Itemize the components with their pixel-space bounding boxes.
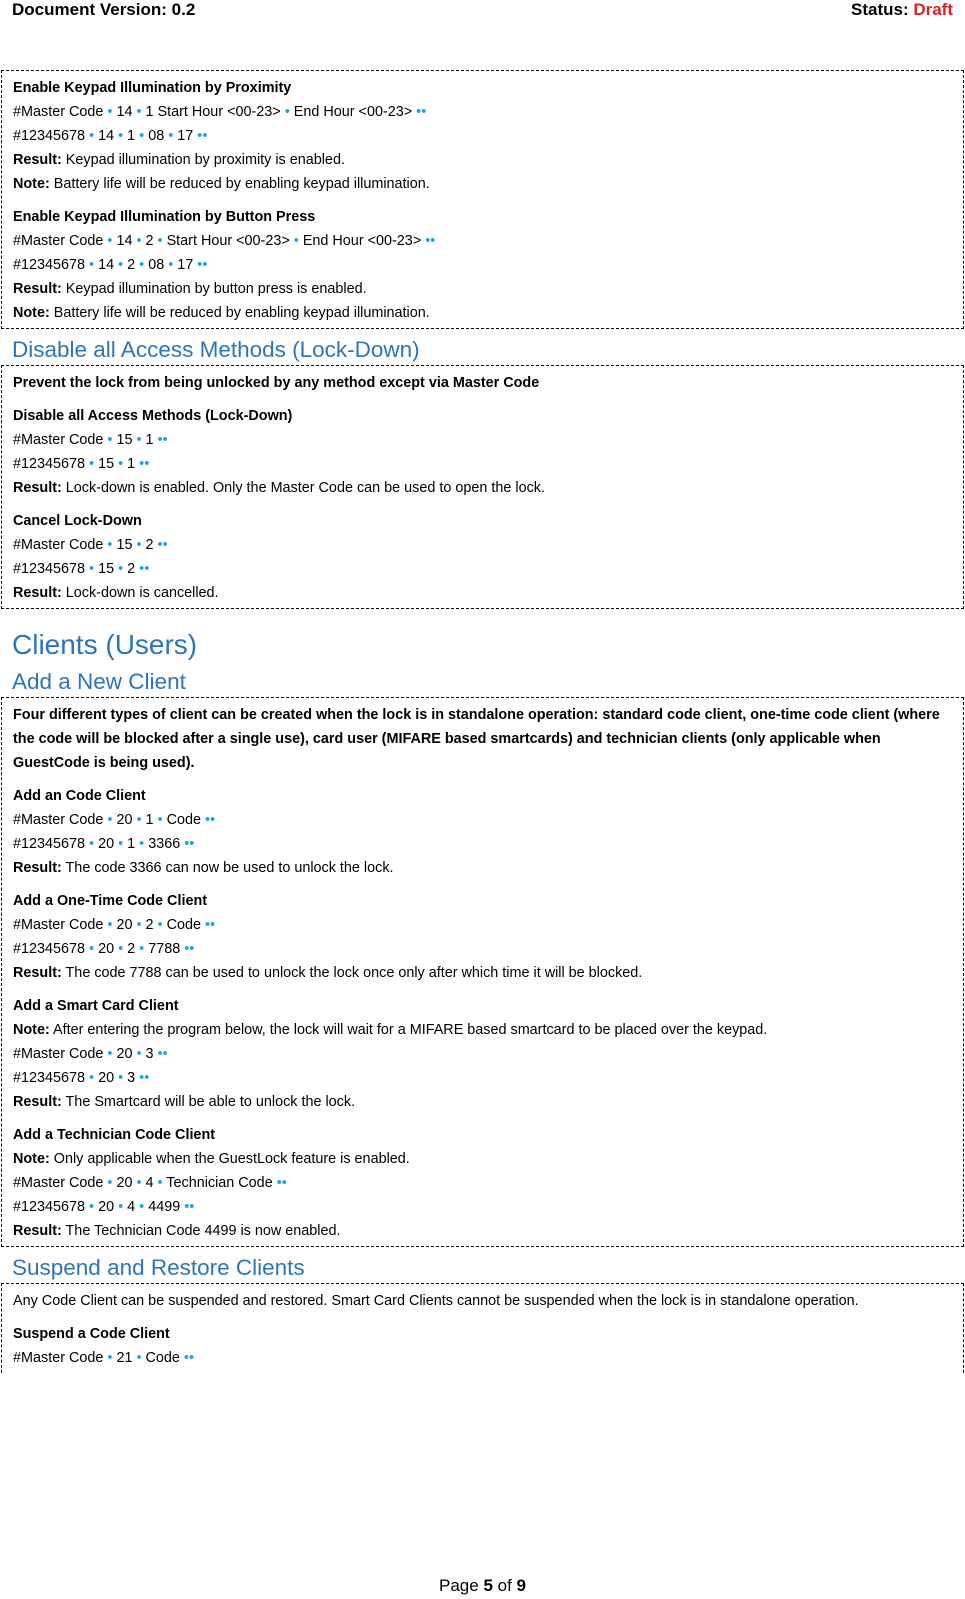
sequence-token: 2 [127,561,136,577]
onetime-client-result: Result: The code 7788 can be used to unlock the lock once only after which time it will be blocked. [13,965,643,981]
sequence-token: 1 [127,836,136,852]
lockdown-cancel-title: Cancel Lock-Down [13,513,142,529]
onetime-client-seq-example [13,937,953,961]
terminator-dots: •• [193,257,208,273]
lockdown-cancel-seq-example [13,557,953,581]
sequence-token: 14 [98,257,115,273]
sequence-token: #Master Code [13,1350,104,1366]
code-client-seq-example [13,832,953,856]
suspend-code-seq-generic [13,1346,953,1370]
sequence-token: 20 [98,1070,115,1086]
lockdown-disable-seq-example [13,452,953,476]
page-header [12,0,953,26]
sequence-token: 20 [98,1199,115,1215]
page-footer: Page 5 of 9 [439,1576,526,1595]
terminator-dots: •• [179,1350,194,1366]
terminator-dots: •• [180,836,195,852]
sequence-token: #12345678 [13,1070,86,1086]
separator-dot: • [135,128,149,144]
sequence-token: 2 [127,941,136,957]
document-version: Document Version: 0.2 [12,0,196,19]
sequence-token: 20 [116,812,133,828]
terminator-dots: •• [180,941,195,957]
terminator-dots: •• [153,1046,168,1062]
separator-dot: • [103,537,117,553]
separator-dot: • [164,257,178,273]
separator-dot: • [85,128,99,144]
separator-dot: • [85,1070,99,1086]
sequence-token: 1 [145,812,154,828]
separator-dot: • [132,233,146,249]
technician-client-seq-generic [13,1171,953,1195]
sequence-token: #Master Code [13,432,104,448]
separator-dot: • [153,917,167,933]
separator-dot: • [85,561,99,577]
lockdown-disable-seq-generic [13,428,953,452]
clients-heading: Clients (Users) [12,629,198,660]
sequence-token: 3 [145,1046,154,1062]
separator-dot: • [132,432,146,448]
add-client-intro: Four different types of client can be created when the lock is in standalone operation: standard code client, one-time code client (where the code will be blocked after a single use), card user (MIFARE based smartcards) and technician clients (only applicable when GuestCode is being used). [13,707,940,771]
separator-dot: • [153,1175,167,1191]
separator-dot: • [85,257,99,273]
sequence-token: #12345678 [13,836,86,852]
terminator-dots: •• [153,537,168,553]
sequence-token: End Hour <00-23> [302,233,422,249]
separator-dot: • [289,233,303,249]
sequence-token: 21 [116,1350,133,1366]
sequence-token: #12345678 [13,257,86,273]
separator-dot: • [153,812,167,828]
sequence-token: Code [166,812,201,828]
separator-dot: • [132,1175,146,1191]
sequence-token: 3366 [148,836,181,852]
button-press-seq-generic [13,229,953,253]
sequence-token: #12345678 [13,941,86,957]
sequence-token: 2 [145,917,154,933]
sequence-token: 4499 [148,1199,181,1215]
code-client-title: Add an Code Client [13,788,146,804]
technician-client-title: Add a Technician Code Client [13,1127,216,1143]
separator-dot: • [280,104,294,120]
separator-dot: • [114,456,128,472]
separator-dot: • [135,836,149,852]
separator-dot: • [132,812,146,828]
lockdown-cancel-seq-generic [13,533,953,557]
page-number: 5 [483,1576,493,1595]
separator-dot: • [85,1199,99,1215]
separator-dot: • [85,836,99,852]
separator-dot: • [132,917,146,933]
sequence-token: 4 [145,1175,154,1191]
sequence-token: #Master Code [13,537,104,553]
separator-dot: • [103,233,117,249]
lockdown-intro: Prevent the lock from being unlocked by any method except via Master Code [13,375,540,391]
technician-client-result: Result: The Technician Code 4499 is now enabled. [13,1223,341,1239]
sequence-token: 14 [116,104,133,120]
page-content [0,70,965,1373]
sequence-token: 1 [145,432,154,448]
sequence-token: 2 [145,233,154,249]
separator-dot: • [114,836,128,852]
sequence-token: 20 [98,941,115,957]
suspend-intro: Any Code Client can be suspended and restored. Smart Card Clients cannot be suspended when the lock is in standalone operation. [13,1293,859,1309]
sequence-token: #Master Code [13,233,104,249]
button-press-note: Note: Battery life will be reduced by enabling keypad illumination. [13,305,430,321]
technician-client-note: Note: Only applicable when the GuestLock feature is enabled. [13,1151,410,1167]
lockdown-cancel-result: Result: Lock-down is cancelled. [13,585,219,601]
separator-dot: • [114,561,128,577]
sequence-token: 15 [116,432,133,448]
add-client-heading: Add a New Client [12,669,186,694]
separator-dot: • [153,233,167,249]
sequence-token: Code [145,1350,180,1366]
proximity-result: Result: Keypad illumination by proximity is enabled. [13,152,345,168]
lockdown-heading: Disable all Access Methods (Lock-Down) [12,337,420,362]
page-total: 9 [516,1576,526,1595]
sequence-token: #Master Code [13,1046,104,1062]
sequence-token: 15 [98,456,115,472]
sequence-token: 20 [116,1175,133,1191]
separator-dot: • [135,257,149,273]
illumination-box [1,70,964,329]
terminator-dots: •• [135,456,150,472]
code-client-result: Result: The code 3366 can now be used to unlock the lock. [13,860,394,876]
button-press-title: Enable Keypad Illumination by Button Press [13,209,316,225]
separator-dot: • [85,941,99,957]
terminator-dots: •• [135,561,150,577]
separator-dot: • [114,941,128,957]
button-press-seq-example [13,253,953,277]
sequence-token: 2 [145,537,154,553]
sequence-token: 2 [127,257,136,273]
sequence-token: 15 [116,537,133,553]
sequence-token: 4 [127,1199,136,1215]
suspend-code-title: Suspend a Code Client [13,1326,170,1342]
sequence-token: 15 [98,561,115,577]
sequence-token: Start Hour <00-23> [166,233,290,249]
terminator-dots: •• [135,1070,150,1086]
separator-dot: • [132,537,146,553]
terminator-dots: •• [421,233,436,249]
smartcard-client-result: Result: The Smartcard will be able to unlock the lock. [13,1094,356,1110]
sequence-token: 17 [177,257,194,273]
proximity-seq-example [13,124,953,148]
terminator-dots: •• [193,128,208,144]
sequence-token: 1 [127,456,136,472]
separator-dot: • [103,104,117,120]
sequence-token: 20 [116,1046,133,1062]
separator-dot: • [114,1199,128,1215]
suspend-box [1,1283,964,1373]
smartcard-client-seq-example [13,1066,953,1090]
sequence-token: #Master Code [13,917,104,933]
sequence-token: #12345678 [13,1199,86,1215]
sequence-token: End Hour <00-23> [293,104,413,120]
onetime-client-title: Add a One-Time Code Client [13,893,208,909]
lockdown-disable-title: Disable all Access Methods (Lock-Down) [13,408,293,424]
sequence-token: #Master Code [13,1175,104,1191]
sequence-token: #Master Code [13,104,104,120]
separator-dot: • [132,1046,146,1062]
separator-dot: • [103,1175,117,1191]
onetime-client-seq-generic [13,913,953,937]
technician-client-seq-example [13,1195,953,1219]
separator-dot: • [103,1350,117,1366]
separator-dot: • [103,812,117,828]
terminator-dots: •• [180,1199,195,1215]
sequence-token: 20 [116,917,133,933]
separator-dot: • [103,432,117,448]
separator-dot: • [85,456,99,472]
sequence-token: #12345678 [13,128,86,144]
sequence-token: 7788 [148,941,181,957]
status-draft-badge: Draft [913,0,953,19]
suspend-heading: Suspend and Restore Clients [12,1255,305,1280]
terminator-dots: •• [412,104,427,120]
separator-dot: • [132,1350,146,1366]
add-client-box [1,697,964,1247]
code-client-seq-generic [13,808,953,832]
sequence-token: 20 [98,836,115,852]
sequence-token: #12345678 [13,561,86,577]
proximity-note: Note: Battery life will be reduced by enabling keypad illumination. [13,176,430,192]
sequence-token: 14 [116,233,133,249]
sequence-token: Technician Code [166,1175,273,1191]
smartcard-client-title: Add a Smart Card Client [13,998,179,1014]
proximity-seq-generic [13,100,953,124]
sequence-token: Code [166,917,201,933]
separator-dot: • [135,1199,149,1215]
smartcard-client-note: Note: After entering the program below, the lock will wait for a MIFARE based smartcard to be placed over the keypad. [13,1022,768,1038]
separator-dot: • [164,128,178,144]
sequence-token: #Master Code [13,812,104,828]
terminator-dots: •• [200,917,216,933]
sequence-token: 14 [98,128,115,144]
terminator-dots: •• [153,432,168,448]
sequence-token: 08 [148,257,165,273]
sequence-token: 17 [177,128,194,144]
separator-dot: • [114,1070,128,1086]
separator-dot: • [103,1046,117,1062]
lockdown-box [1,365,964,609]
proximity-title: Enable Keypad Illumination by Proximity [13,80,292,96]
separator-dot: • [114,257,128,273]
button-press-result: Result: Keypad illumination by button press is enabled. [13,281,367,297]
sequence-token: 3 [127,1070,136,1086]
separator-dot: • [114,128,128,144]
sequence-token: 08 [148,128,165,144]
document-status: Status: Draft [850,0,953,19]
terminator-dots: •• [200,812,216,828]
sequence-token: 1 [127,128,136,144]
sequence-token: 1 Start Hour <00-23> [145,104,281,120]
terminator-dots: •• [272,1175,287,1191]
separator-dot: • [103,917,117,933]
lockdown-disable-result: Result: Lock-down is enabled. Only the Master Code can be used to open the lock. [13,480,545,496]
separator-dot: • [132,104,146,120]
smartcard-client-seq-generic [13,1042,953,1066]
separator-dot: • [135,941,149,957]
sequence-token: #12345678 [13,456,86,472]
